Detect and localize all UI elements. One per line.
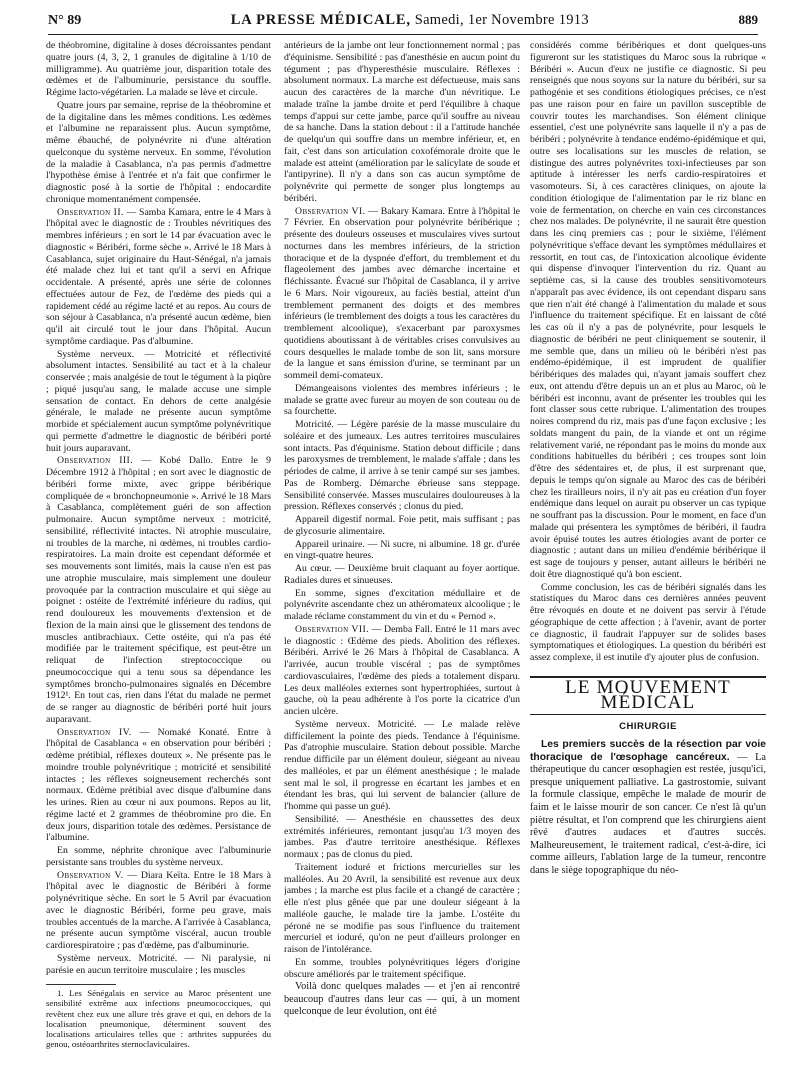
observation-heading: Observation IV. [57, 726, 132, 738]
paragraph: considérés comme béribériques et dont quelques-uns figureront sur les statistiques du Maroc sous la rubrique « Béribéri ». Aucun d'eux ne justifie ce diagnostic. Si peu renseignés que nous soyons sur la nature du béribéri, sur sa pathogénie et ses conditions étiologiques précises, ce n'est pas une raison pour en faire un pavillon susceptible de couvrir toutes les marchandises. Son élément clinique essentiel, c'est une polynévrite sans laquelle il n'y a pas de béribéri ; polynévrite à tendance endémo-épidémique et qui, outre ses localisations sur les muscles de relation, se distingue des autres polynévrites toxi-infectieuses par son aptitude à intéresser les nerfs cardio-respiratoires et vasomoteurs. Si, à ces caractères cliniques, on ajoute la condition étiologique de l'alimentation par le riz blanc en voie de fermentation, on cherche en vain ces circonstances chez nos malades. De polynévrite, il ne saurait être question dans les cinq premiers cas ; pour le sixième, l'élément polynévritique s'efface devant les symptômes médullaires et ressortit, en tout cas, de l'intoxication alcoolique évidente qui dispense d'invoquer l'intervention du riz. Quant au septième cas, si la cause des troubles sensitivomoteurs n'apparaît pas avec évidence, ils ont cependant disparu sans que rien n'ait été changé à l'alimentation du malade et sous l'influence du traitement spécifique. Et en laissant de côté les cas où il n'y a pas de polynévrite, pour lesquels le diagnostic de béribéri ne peut cliniquement se soutenir, il me semble que, dans un milieu où le béribéri n'est pas endémo-épidémique, il est imprudent de qualifier béribériques des malades qui, n'ayant jamais souffert chez eux, ont attendu d'être depuis un an et plus au Maroc, où le béribéri est inconnu, avant de présenter les troubles qui les font classer sous cette rubrique. L'alimentation des troupes noires comprend du riz, mais pas d'une façon exclusive ; les soldats mangent du pain, de la viande et ont un régime relativement varié, ne répondant pas le moins du monde aux conditions habituelles du béribéri ; ces troupes sont loin d'être des sédentaires et, de plus, il est surprenant que, depuis le temps qu'on signale au Maroc des cas de béribéri chez les tirailleurs noirs, il n'y ait pas eu création d'un foyer endémique dans lequel on aurait pu observer un cas typique ne souffrant pas la discussion. Pour le moment, en face d'un malade qui présentera les symptômes de béribéri, il faudra avoir épuisé toutes les autres étiologies avant de porter ce diagnostic ; autant dans un milieu d'endémie béribérique il est sage de toujours y penser, autant ailleurs le béribéri ne doit être diagnostiqué qu'à bon escient. [530, 40, 766, 580]
running-title [231, 12, 589, 29]
paragraph: Sensibilité. — Anesthésie en chaussettes des deux extrémités inférieures, remontant jusqu'au 1/3 moyen des jambes. Pas d'autre territoire anesthésique. Réflexes normaux ; pas de clonus du pied. [284, 813, 520, 860]
observation-text: — Samba Kamara, entre le 4 Mars à l'hôpital avec le diagnostic de : Troubles névritiques des membres inférieurs ; en sort le 14 par évacuation avec le diagnostic « Béribéri, forme sèche ». Arrivé le 18 Mars à Casablanca, sujet originaire du Haut-Sénégal, n'a jamais été malade chez lui et tant qu'il a servi en Afrique occidentale. A présenté, après une série de colonnes effectuées autour de Fez, de l'œdème des pieds qui a rapidement cédé au régime lacté et au repos. Au cours de son séjour à Casablanca, n'a présenté aucun œdème, bien qu'il ait circulé tout le jour dans l'hôpital. Aucun symptôme cardiaque. Pas d'albumine. [46, 206, 271, 347]
paragraph: Traitement ioduré et frictions mercurielles sur les malléoles. Au 20 Avril, la sensibilité est revenue aux deux jambes ; la marche est plus facile et a changé de caractère ; elle n'est plus gênée que par une douleur siégeant à la malléole gauche, le malade tire la jambe. L'ostéite du péroné ne se modifie pas sous l'influence du traitement mercuriel et ioduré, qu'on ne peut d'ailleurs prolonger en raison de l'intolérance. [284, 861, 520, 955]
paragraph: En somme, troubles polynévritiques légers d'origine obscure améliorés par le traitement spécifique. [284, 956, 520, 980]
paragraph: Voilà donc quelques malades — et j'en ai rencontré beaucoup d'autres dans leur cas — qui, à un moment quelconque de leur évolution, ont été [284, 981, 520, 1018]
paragraph: Appareil urinaire. — Ni sucre, ni albumine. 18 gr. d'urée en vingt-quatre heures. [284, 538, 520, 562]
observation-heading: Observation II. [57, 206, 124, 218]
observation-text: — Kobé Dallo. Entre le 9 Décembre 1912 à l'hôpital ; en sort avec le diagnostic de béribéri forme mixte, avec grippe béribérique compliquée de « bronchopneumonie ». Arrivé le 18 Mars à Casablanca, complètement guéri de son affection pulmonaire. Aucun symptôme nerveux : motricité, sensibilité, réflectivité intactes. Ni atrophie musculaire, ni troubles de la marche, ni œdèmes, ni troubles cardio-respiratoires. La main droite est cependant déformée et ses mouvements sont limités, mais la cause n'en est pas une atrophie musculaire, mais simplement une douleur provoquée par la contraction musculaire et qui siège au poignet : ostéite de l'extrémité inférieure du radius, qui rend douloureux les mouvements d'extension et de flexion de la main ainsi que le glissement des tendons de muscles antibrachiaux. Cette ostéite, qui n'a pas été modifiée par le traitement spécifique, est peut-être un reliquat de l'infection streptococcique ou pneumococcique qui a tenu sous sa dépendance les symptômes broncho-pulmonaires signalés en Décembre 1912¹. En tout cas, rien dans l'état du malade ne permet de se ranger au diagnostic de béribéri porté huit jours auparavant. [46, 455, 271, 725]
article [530, 739, 766, 878]
paragraph: Démangeaisons violentes des membres inférieurs ; le malade se gratte avec fureur au moyen de son couteau ou de sa fourchette. [284, 382, 520, 418]
article-text: — La thérapeutique du cancer œsophagien est restée, jusqu'ici, presque uniquement palliative. La gastrostomie, suivant la formule classique, empêche le malade de mourir de faim et le laisse mourir de son cancer. Ce n'est là qu'un piètre résultat, et l'on comprend que les chirurgiens aient rêvé d'autres audaces et d'autres succès. Malheureusement, le traitement radical, c'est-à-dire, ici comme ailleurs, l'ablation large de la tumeur, rencontre dans le siège topographique du néo- [530, 751, 766, 876]
observation-heading: Observation VI. [295, 205, 366, 217]
footnote: 1. Les Sénégalais en service au Maroc présentent une sensibilité extrême aux infections pneumococciques, qui revêtent chez eux une allure très grave et qui, en dehors de la localisation pneumonique, déterminent souvent des localisations articulaires telles que : arthrites suppurées du genou, ostéoarthrites sternoclaviculaires. [46, 988, 271, 1050]
article-paragraph [530, 739, 766, 878]
observation-heading: Observation III. [57, 455, 134, 467]
paragraph: En somme, néphrite chronique avec l'albuminurie persistante sans troubles du système nerveux. [46, 845, 271, 868]
observation-7 [284, 624, 520, 718]
paragraph: Au cœur. — Deuxième bruit claquant au foyer aortique. Radiales dures et sinueuses. [284, 563, 520, 586]
observation-6 [284, 206, 520, 382]
paragraph: de théobromine, digitaline à doses décroissantes pendant quatre jours (4, 3, 2, 1 granules de digitaline à 1/10 de milligramme). Au quatrième jour, disparition totale des œdèmes et de l'albuminurie, persistance du souffle. Régime lacto-végétarien. La malade se lève et circule. [46, 40, 271, 98]
section-banner [530, 676, 766, 716]
paragraph: Comme conclusion, les cas de béribéri signalés dans les statistiques du Maroc dans ces dernières années peuvent être révoqués en doute et ne doivent pas servir à l'étude géographique de cette affection ; à l'avenir, avant de porter ce diagnostic, il faudrait l'appuyer sur de solides bases symptomatiques et étiologiques. La question du béribéri est assez complexe, il est inutile d'y ajouter plus de confusion. [530, 581, 766, 663]
observation-3 [46, 455, 271, 725]
observation-5 [46, 870, 271, 952]
column-3 [530, 40, 766, 1075]
observation-text: — Nomaké Konaté. Entre à l'hôpital de Casablanca « en observation pour béribéri ; œdème prétibial, réflexes douteux ». Ne présente pas le moindre trouble polynévritique ; motricité et sensibilité intactes ; les réflexes soigneusement recherchés sont normaux. Œdème prétibial avec disque d'albumine dans les urines. Rien au cœur ni aux poumons. Repos au lit, régime lacté et 2 grammes de théobromine pro die. En deux jours, disparition totale des œdèmes. Persistance de l'albumine. [46, 726, 271, 844]
journal-name: LA PRESSE MÉDICALE, [230, 12, 411, 28]
observation-text: — Demba Fall. Entré le 11 mars avec le diagnostic : Œdème des pieds. Abolition des réflexes. Béribéri. Arrivé le 26 Mars à l'hôpital de Casablanca. A l'arrivée, aucun trouble viscéral ; pas de symptômes cardiovasculaires, l'œdème des pieds a totalement disparu. Les deux malléoles externes sont hypertrophiées, surtout à gauche, où la peau adhérente à l'os porte la cicatrice d'un ancien ulcère. [284, 623, 520, 717]
observation-2 [46, 207, 271, 348]
observation-heading: Observation VII. [295, 623, 369, 635]
observation-text: — Bakary Kamara. Entre à l'hôpital le 7 Février. En observation pour polynévrite béribérique ; présente des douleurs osseuses et musculaires vives surtout nocturnes dans les membres inférieurs, de la striction thoracique et de la dyspnée d'effort, du tremblement et du flageolement des jambes avec démarche incertaine et fléchissante. Évacué sur l'hôpital de Casablanca, il y arrive le 6 Mars. Noir vigoureux, au faciès bestial, atteint d'un tremblement permanent des doigts et des membres inférieurs (le tremblement des doigts a tous les caractères du tremblement alcoolique), s'exacerbant par paroxysmes quotidiens aboutissant à de véritables crises convulsives au cours desquelles le malade tombe de son lit, sans morsure de la langue et sans émission d'urine, se terminant par un sommeil demi-comateux. [284, 205, 520, 381]
paragraph: Système nerveux. — Motricité et réflectivité absolument intactes. Sensibilité au tact et à la chaleur conservée ; mais analgésie de tout le tégument à la piqûre ; piqué jusqu'au sang, le malade accuse une simple sensation de contact. En dehors de cette analgésie générale, le malade ne présente aucun symptôme morbide et spécialement aucun symptôme polynévritique qui permette d'admettre le diagnostic de béribéri porté huit jours auparavant. [46, 348, 271, 454]
page-header [48, 12, 758, 35]
page-number: 889 [738, 12, 758, 27]
issue-number: N° 89 [48, 13, 82, 28]
observation-heading: Observation V. [57, 869, 124, 881]
paragraph: Système nerveux. Motricité. — Ni paralysie, ni parésie en aucun territoire musculaire ; les muscles [46, 952, 271, 976]
paragraph: Système nerveux. Motricité. — Le malade relève difficilement la pointe des pieds. Tendance à l'équinisme. Pas d'atrophie musculaire. Station debout possible. Marche rendue difficile par un élément douleur, siégeant au niveau des malléoles, et par un élément anesthésique ; le malade sent mal le sol, il progresse en écartant les jambes et en étendant les bras, qui lui servent de balancier (allure de l'homme qui passe un gué). [284, 718, 520, 812]
column-1 [46, 40, 271, 1075]
observation-text: — Diara Keïta. Entre le 18 Mars à l'hôpital avec le diagnostic de Béribéri à forme polynévritique sèche. En sort le 5 Avril par évacuation avec le diagnostic Béribéri, forme peu grave, mais troubles accentués de la marche. A l'arrivée à Casablanca, ne présente aucun symptôme viscéral, aucun trouble cardiorespiratoire ; pas d'œdème, pas d'albuminurie. [46, 869, 271, 951]
paragraph: antérieurs de la jambe ont leur fonctionnement normal ; pas d'équinisme. Sensibilité : pas d'anesthésie en aucun point du tégument ; pas d'hyperesthésie musculaire. Réflexes : absolument normaux. La marche est défectueuse, mais sans aucun des caractères de la marche d'un névritique. Le malade traîne la jambe droite et perd l'équilibre à chaque temps d'appui sur cette jambe, parce qu'il souffre au niveau de sa hanche. Dans la station debout : il a l'attitude hanchée de quelqu'un qui souffre dans un membre inférieur, et, en fait, c'est dans son articulation coxofémorale droite que le malade est atteint (amélioration par le salicylate de soude et l'antipyrine). Il n'y a dans son cas aucun symptôme de polynévrite qui permette de songer plus longtemps au béribéri. [284, 40, 520, 204]
paragraph: Quatre jours par semaine, reprise de la théobromine et de la digitaline dans les mêmes conditions. Les œdèmes et l'albumine ne reparaissent plus. Aucun symptôme, même ébauché, de polynévrite ni d'une altération quelconque du système nerveux. En somme, l'évolution de la maladie à Casablanca, n'a pas permis d'admettre l'hypothèse émise à l'entrée et n'a fait que confirmer le diagnostic posé à la sortie de l'hôpital : endocardite chronique momentanément compensée. [46, 99, 271, 205]
column-2 [284, 40, 520, 1075]
article-title: Les premiers succès de la résection par voie thoracique de l'œsophage cancéreux. [530, 739, 766, 763]
paragraph: Motricité. — Légère parésie de la masse musculaire du soléaire et des jumeaux. Les autres territoires musculaires sont intacts. Pas d'équinisme. Station debout difficile ; dans les paroxysmes de tremblement, le malade s'affale ; dans les périodes de calme, il arrive à se tenir campé sur ses jambes. Pas de Romberg. Démarche ébrieuse sans steppage. Sensibilité conservée. Masses musculaires douloureuses à la pression. Réflexes conservés ; clonus du pied. [284, 419, 520, 513]
paragraph: En somme, signes d'excitation médullaire et de polynévrite ascendante chez un athéromateux alcoolique ; le malade réclame constamment du vin et du « Pernod ». [284, 587, 520, 622]
section-title: LE MOUVEMENT MÉDICAL [565, 676, 731, 713]
section-subtitle: CHIRURGIE [619, 721, 677, 733]
footnote-rule [46, 984, 116, 985]
issue-date: Samedi, 1er Novembre 1913 [414, 12, 589, 28]
observation-4 [46, 727, 271, 845]
paragraph: Appareil digestif normal. Foie petit, mais suffisant ; pas de glycosurie alimentaire. [284, 514, 520, 537]
